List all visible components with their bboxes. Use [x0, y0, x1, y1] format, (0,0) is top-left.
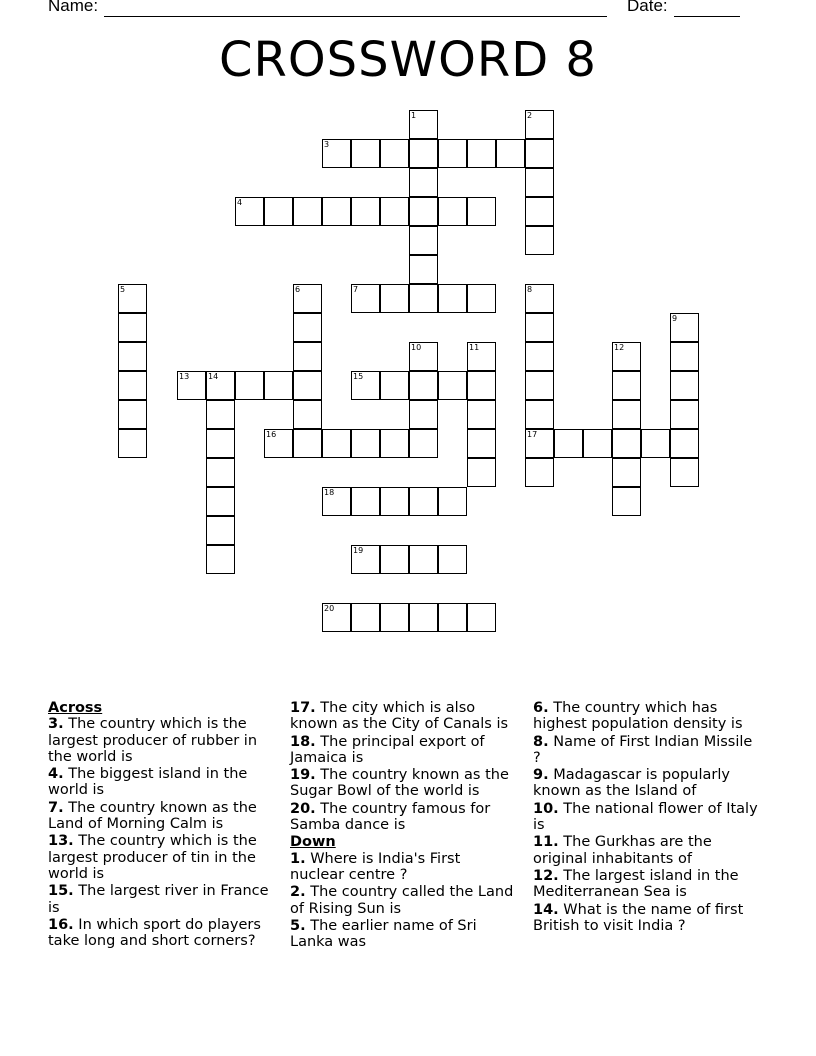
clue-across: 15. The largest river in France is [48, 883, 269, 916]
clue-across: 4. The biggest island in the world is [48, 766, 248, 799]
crossword-cell[interactable] [235, 371, 264, 400]
clue-down: 2. The country called the Land of Rising Sun is [290, 884, 514, 917]
crossword-cell[interactable] [409, 197, 438, 226]
crossword-cell[interactable] [525, 110, 554, 139]
clue-number: 7 [353, 285, 359, 294]
clue-number: 5 [120, 285, 126, 294]
crossword-cell[interactable] [409, 168, 438, 197]
clue-number: 18 [324, 488, 335, 497]
crossword-cell[interactable] [467, 400, 496, 429]
crossword-cell[interactable] [206, 458, 235, 487]
crossword-cell[interactable] [293, 342, 322, 371]
crossword-cell[interactable] [293, 197, 322, 226]
crossword-cell[interactable] [467, 342, 496, 371]
crossword-cell[interactable] [380, 197, 409, 226]
crossword-cell[interactable] [525, 313, 554, 342]
crossword-cell[interactable] [612, 458, 641, 487]
crossword-cell[interactable] [380, 284, 409, 313]
crossword-cell[interactable] [322, 197, 351, 226]
crossword-cell[interactable] [525, 226, 554, 255]
clue-across: 7. The country known as the Land of Morning Calm is [48, 799, 257, 833]
clue-across: 17. The city which is also known as the City of Canals is [290, 700, 509, 733]
crossword-cell[interactable] [351, 371, 380, 400]
crossword-cell[interactable] [438, 371, 467, 400]
crossword-cell[interactable] [612, 429, 641, 458]
clue-number: 16 [266, 430, 277, 439]
clue-across: 3. The country which is the largest producer of rubber in the world is [48, 716, 258, 765]
crossword-cell[interactable] [118, 342, 147, 371]
crossword-cell[interactable] [293, 429, 322, 458]
crossword-cell[interactable] [467, 371, 496, 400]
clue-down: 1. Where is India's First nuclear centre ? [290, 850, 461, 883]
crossword-cell[interactable] [670, 342, 699, 371]
crossword-cell[interactable] [409, 226, 438, 255]
page-title: CROSSWORD 8 [219, 32, 597, 88]
clue-down: 8. Name of First Indian Missile ? [533, 733, 753, 766]
clue-down: 14. What is the name of first British to visit India ? [533, 901, 744, 934]
crossword-cell[interactable] [206, 371, 235, 400]
crossword-cell[interactable] [525, 197, 554, 226]
crossword-cell[interactable] [583, 429, 612, 458]
crossword-cell[interactable] [409, 487, 438, 516]
clues-column-1 [48, 700, 276, 950]
crossword-cell[interactable] [380, 429, 409, 458]
crossword-cell[interactable] [293, 313, 322, 342]
name-label: Name: [48, 0, 99, 15]
crossword-cell[interactable] [525, 400, 554, 429]
crossword-cell[interactable] [118, 429, 147, 458]
crossword-cell[interactable] [409, 371, 438, 400]
clue-number: 8 [527, 285, 533, 294]
crossword-cell[interactable] [118, 284, 147, 313]
crossword-cell[interactable] [351, 603, 380, 632]
clue-number: 3 [324, 140, 330, 149]
crossword-cell[interactable] [322, 429, 351, 458]
crossword-cell[interactable] [438, 284, 467, 313]
crossword-cell[interactable] [380, 139, 409, 168]
clue-number: 2 [527, 111, 533, 120]
crossword-cell[interactable] [293, 371, 322, 400]
crossword-cell[interactable] [206, 487, 235, 516]
down-heading: Down [290, 834, 336, 851]
across-heading: Across [48, 700, 103, 716]
crossword-cell[interactable] [206, 400, 235, 429]
crossword-cell[interactable] [351, 197, 380, 226]
crossword-cell[interactable] [670, 458, 699, 487]
crossword-cell[interactable] [351, 284, 380, 313]
clues-column-3 [533, 700, 761, 935]
crossword-cell[interactable] [322, 487, 351, 516]
crossword-cell[interactable] [467, 603, 496, 632]
clue-down: 6. The country which has highest population density is [533, 700, 743, 733]
crossword-cell[interactable] [467, 429, 496, 458]
crossword-cell[interactable] [467, 458, 496, 487]
crossword-cell[interactable] [438, 139, 467, 168]
clue-down: 9. Madagascar is popularly known as the Island of [533, 767, 730, 800]
crossword-cell[interactable] [409, 545, 438, 574]
crossword-cell[interactable] [525, 429, 554, 458]
crossword-cell[interactable] [438, 487, 467, 516]
crossword-cell[interactable] [206, 516, 235, 545]
crossword-cell[interactable] [409, 255, 438, 284]
crossword-cell[interactable] [438, 545, 467, 574]
crossword-cell[interactable] [322, 603, 351, 632]
clue-across: 16. In which sport do players take long and short corners? [48, 916, 261, 950]
crossword-cell[interactable] [264, 371, 293, 400]
clue-number: 6 [295, 285, 301, 294]
crossword-cell[interactable] [525, 284, 554, 313]
clue-across: 19. The country known as the Sugar Bowl of the world is [290, 767, 509, 800]
crossword-cell[interactable] [118, 400, 147, 429]
crossword-cell[interactable] [409, 429, 438, 458]
clue-number: 11 [469, 343, 480, 352]
crossword-cell[interactable] [438, 197, 467, 226]
clues-column-2 [290, 700, 518, 951]
crossword-cell[interactable] [409, 400, 438, 429]
crossword-cell[interactable] [496, 139, 525, 168]
clue-across: 18. The principal export of Jamaica is [290, 733, 485, 766]
crossword-cell[interactable] [670, 429, 699, 458]
clue-number: 20 [324, 604, 335, 613]
crossword-cell[interactable] [612, 342, 641, 371]
crossword-cell[interactable] [264, 429, 293, 458]
clue-number: 13 [179, 372, 190, 381]
crossword-cell[interactable] [118, 313, 147, 342]
crossword-cell[interactable] [322, 139, 351, 168]
crossword-cell[interactable] [612, 487, 641, 516]
crossword-cell[interactable] [351, 139, 380, 168]
clue-number: 4 [237, 198, 243, 207]
clue-number: 14 [208, 372, 219, 381]
crossword-cell[interactable] [177, 371, 206, 400]
crossword-cell[interactable] [670, 313, 699, 342]
crossword-cell[interactable] [380, 371, 409, 400]
clue-across: 13. The country which is the largest producer of tin in the world is [48, 833, 257, 882]
crossword-cell[interactable] [293, 400, 322, 429]
clue-number: 19 [353, 546, 364, 555]
clue-down: 11. The Gurkhas are the original inhabitants of [533, 834, 712, 867]
crossword-cell[interactable] [264, 197, 293, 226]
crossword-cell[interactable] [554, 429, 583, 458]
crossword-cell[interactable] [409, 603, 438, 632]
crossword-cell[interactable] [380, 603, 409, 632]
crossword-cell[interactable] [409, 139, 438, 168]
crossword-cell[interactable] [670, 371, 699, 400]
crossword-cell[interactable] [380, 487, 409, 516]
clue-down: 12. The largest island in the Mediterranean Sea is [533, 867, 739, 901]
crossword-cell[interactable] [670, 400, 699, 429]
clue-number: 9 [672, 314, 678, 323]
crossword-cell[interactable] [235, 197, 264, 226]
clue-number: 12 [614, 343, 625, 352]
crossword-cell[interactable] [612, 371, 641, 400]
crossword-cell[interactable] [380, 545, 409, 574]
crossword-cell[interactable] [467, 197, 496, 226]
crossword-cell[interactable] [351, 545, 380, 574]
crossword-cell[interactable] [409, 110, 438, 139]
clue-number: 10 [411, 343, 422, 352]
crossword-cell[interactable] [409, 284, 438, 313]
crossword-cell[interactable] [525, 458, 554, 487]
crossword-cell[interactable] [206, 429, 235, 458]
crossword-cell[interactable] [351, 487, 380, 516]
crossword-cell[interactable] [525, 168, 554, 197]
crossword-cell[interactable] [351, 429, 380, 458]
clue-down: 5. The earlier name of Sri Lanka was [290, 917, 477, 951]
clue-number: 15 [353, 372, 364, 381]
date-label: Date: [627, 0, 668, 15]
crossword-cell[interactable] [206, 545, 235, 574]
crossword-cell[interactable] [293, 284, 322, 313]
clue-across: 20. The country famous for Samba dance is [290, 800, 491, 834]
crossword-cell[interactable] [467, 139, 496, 168]
crossword-cell[interactable] [612, 400, 641, 429]
clue-number: 17 [527, 430, 538, 439]
crossword-cell[interactable] [525, 139, 554, 168]
crossword-cell[interactable] [409, 342, 438, 371]
crossword-cell[interactable] [525, 371, 554, 400]
crossword-cell[interactable] [118, 371, 147, 400]
clue-down: 10. The national flower of Italy is [533, 800, 758, 834]
crossword-cell[interactable] [525, 342, 554, 371]
crossword-cell[interactable] [467, 284, 496, 313]
crossword-cell[interactable] [438, 603, 467, 632]
clue-number: 1 [411, 111, 417, 120]
crossword-cell[interactable] [641, 429, 670, 458]
